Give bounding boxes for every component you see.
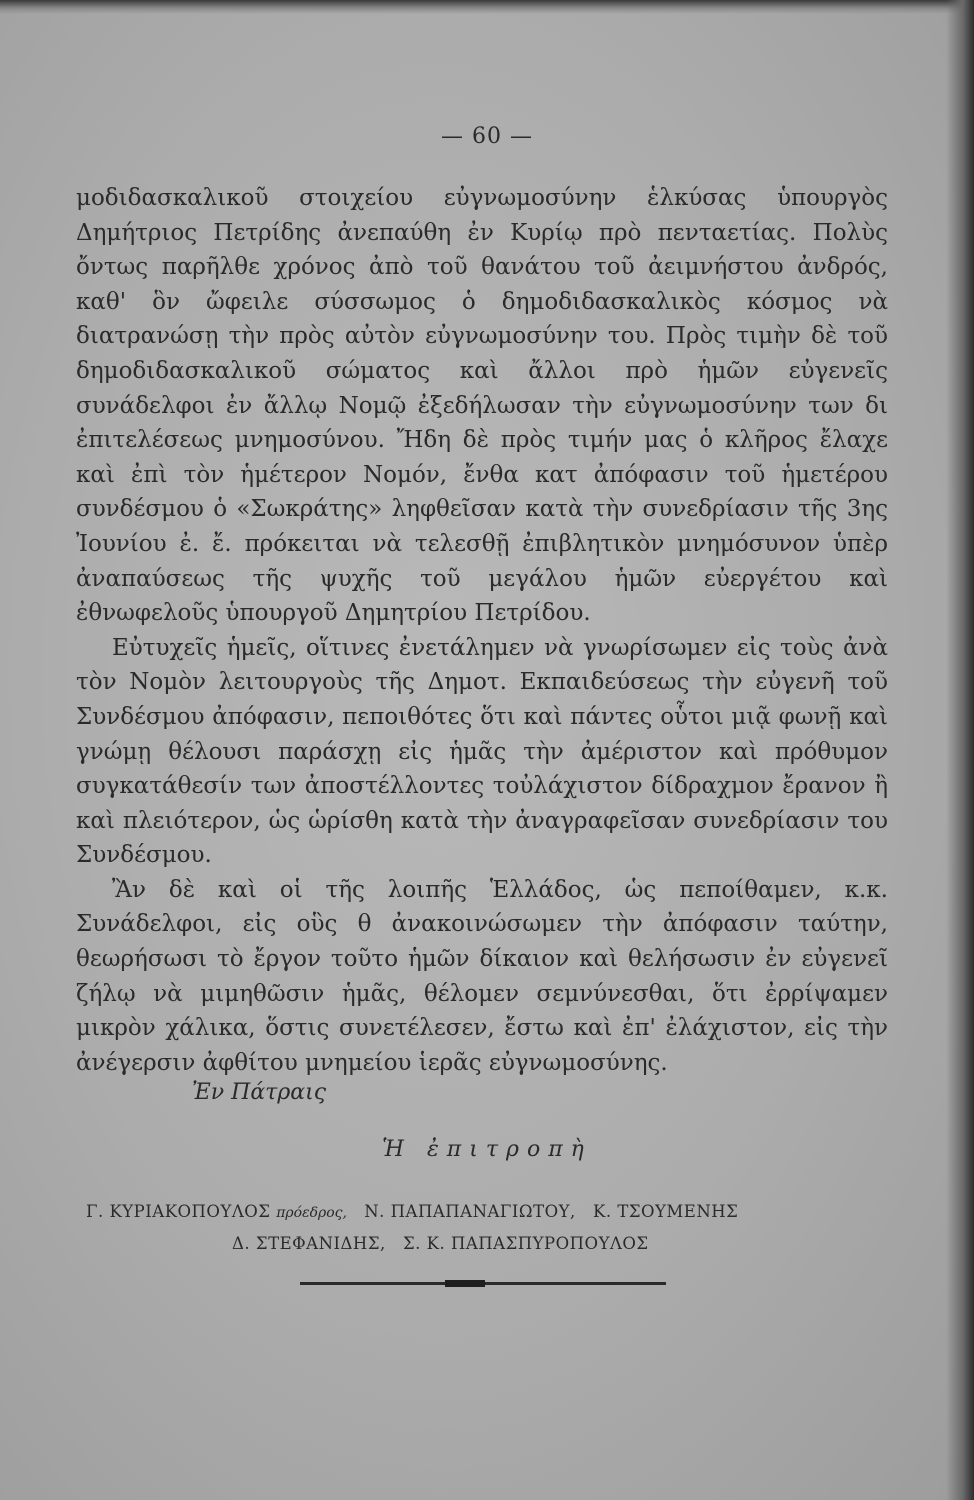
signer-stefanidis: Δ. ΣΤΕΦΑΝΙΔΗΣ, <box>232 1234 386 1253</box>
place-line: Ἐν Πάτραις <box>192 1080 327 1105</box>
signer-kyriakopoulos: Γ. ΚΥΡΙΑΚΟΠΟΥΛΟΣ <box>86 1202 271 1221</box>
page-top-shadow <box>0 0 974 14</box>
body-text <box>76 181 888 1080</box>
paragraph-1: μοδιδασκαλικοῦ στοιχείου εὐγνωμοσύνην ἑλκύσας ὑπουργὸς Δημήτριος Πετρίδης ἀνεπαύθη ἐν Κυρίῳ πρὸ πενταετίας. Πολὺς ὄντως παρῆλθε χρόνος ἀπὸ τοῦ θανάτου τοῦ ἀειμνήστου ἀνδρός, καθ' ὃν ὤφειλε σύσσωμος ὁ δημοδιδασκαλικὸς κόσμος νὰ διατρανώσῃ τὴν πρὸς αὐτὸν εὐγνωμοσύνην του. Πρὸς τιμὴν δὲ τοῦ δημοδιδασκαλικοῦ σώματος καὶ ἄλλοι πρὸ ἡμῶν εὐγενεῖς συνάδελφοι ἐν ἄλλῳ Νομῷ ἐξεδήλωσαν τὴν εὐγνωμοσύνην των δι ἐπιτελέσεως μνημοσύνου. Ἤδη δὲ πρὸς τιμήν μας ὁ κλῆρος ἔλαχε καὶ ἐπὶ τὸν ἡμέτερον Νομόν, ἔνθα κατ ἀπόφασιν τοῦ ἡμετέρου συνδέσμου ὁ «Σωκράτης» ληφθεῖσαν κατὰ τὴν συνεδρίασιν τῆς 3ης Ἰουνίου ἐ. ἔ. πρόκειται νὰ τελεσθῇ ἐπιβλητικὸν μνημόσυνον ὑπὲρ ἀναπαύσεως τῆς ψυχῆς τοῦ μεγάλου ἡμῶν εὐεργέτου καὶ ἐθνωφελοῦς ὑπουργοῦ Δημητρίου Πετρίδου. <box>76 185 888 627</box>
signers-line-2 <box>232 1234 974 1253</box>
committee-heading: Ἡ ἐπιτροπὴ <box>382 1137 592 1162</box>
signers-line-1 <box>86 1202 886 1221</box>
signer-papapanagiotou: Ν. ΠΑΠΑΠΑΝΑΓΙΩΤΟΥ, <box>364 1202 576 1221</box>
signer-role-president: πρόεδρος, <box>276 1205 347 1221</box>
paragraph-2: Εὐτυχεῖς ἡμεῖς, οἵτινες ἐνετάλημεν νὰ γνωρίσωμεν εἰς τοὺς ἀνὰ τὸν Νομὸν λειτουργοὺς τῆς Δημοτ. Εκπαιδεύσεως τὴν εὐγενῆ τοῦ Συνδέσμου ἀπόφασιν, πεποιθότες ὅτι καὶ πάντες οὗτοι μιᾷ φωνῇ καὶ γνώμῃ θέλουσι παράσχῃ εἰς ἡμᾶς τὴν ἀμέριστον καὶ πρόθυμον συγκατάθεσίν των ἀποστέλλοντες τοὐλάχιστον δίδραχμον ἔρανον ἢ καὶ πλειότερον, ὡς ὡρίσθη κατὰ τὴν ἀναγραφεῖσαν συνεδρίασιν του Συνδέσμου. <box>76 634 888 869</box>
closing-rule-ornament <box>445 1280 485 1287</box>
paragraph-3: Ἂν δὲ καὶ οἱ τῆς λοιπῆς Ἑλλάδος, ὡς πεποίθαμεν, κ.κ. Συνάδελφοι, εἰς οὓς θ ἀνακοινώσωμεν τὴν ἀπόφασιν ταύτην, θεωρήσωσι τὸ ἔργον τοῦτο ἡμῶν δίκαιον καὶ θελήσωσιν ἐν εὐγενεῖ ζήλῳ νὰ μιμηθῶσιν ἡμᾶς, θέλομεν σεμνύνεσθαι, ὅτι ἐρρίψαμεν μικρὸν χάλικα, ὅστις συνετέλεσεν, ἔστω καὶ ἐπ' ἐλάχιστον, εἰς τὴν ἀνέγερσιν ἀφθίτου μνημείου ἱερᾶς εὐγνωμοσύνης. <box>76 876 888 1076</box>
signer-tsoumenis: Κ. ΤΣΟΥΜΕΝΗΣ <box>593 1202 739 1221</box>
page-right-shadow <box>946 0 974 1500</box>
signer-papaspyropoulos: Σ. Κ. ΠΑΠΑΣΠΥΡΟΠΟΥΛΟΣ <box>403 1234 649 1253</box>
page-number: — 60 — <box>441 124 533 149</box>
